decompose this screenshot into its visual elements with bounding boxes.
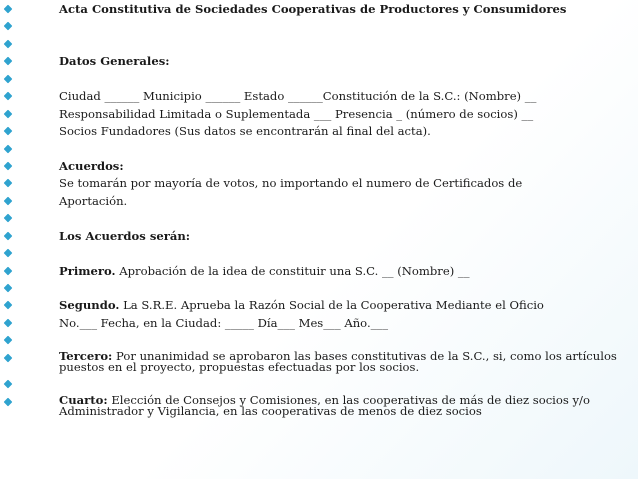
section-heading-los-acuerdos: Los Acuerdos serán: xyxy=(4,229,630,243)
section-heading-acuerdos: Acuerdos: xyxy=(4,159,630,173)
bullet-diamond-icon xyxy=(4,57,13,66)
bullet-diamond-icon xyxy=(4,74,13,83)
bullet-diamond-icon xyxy=(4,336,13,345)
empty-line xyxy=(4,211,630,225)
document-title: Acta Constitutiva de Sociedades Cooperativas de Productores y Consumidores xyxy=(59,2,567,16)
bullet-diamond-icon xyxy=(4,22,13,31)
bullet-diamond-icon xyxy=(4,397,13,406)
bullet-diamond-icon xyxy=(4,179,13,188)
text-line: Se tomarán por mayoría de votos, no importando el numero de Certificados de xyxy=(4,176,630,190)
empty-line xyxy=(4,333,630,347)
empty-line xyxy=(4,142,630,156)
bullet-diamond-icon xyxy=(4,249,13,258)
acuerdo-primero: Primero. Aprobación de la idea de constituir una S.C. __ (Nombre) __ xyxy=(4,264,630,278)
text-line: No.___ Fecha, en la Ciudad: _____ Día___ Mes___ Año.___ xyxy=(4,316,630,330)
acuerdo-segundo: Segundo. La S.R.E. Aprueba la Razón Social de la Cooperativa Mediante el Oficio xyxy=(4,298,630,312)
empty-line xyxy=(4,37,630,51)
empty-line xyxy=(4,19,630,33)
bullet-diamond-icon xyxy=(4,266,13,275)
bullet-diamond-icon xyxy=(4,196,13,205)
text-line: Aportación. xyxy=(4,194,630,208)
bullet-diamond-icon xyxy=(4,380,13,389)
bullet-list xyxy=(4,2,630,421)
bullet-diamond-icon xyxy=(4,127,13,136)
bullet-diamond-icon xyxy=(4,214,13,223)
bullet-diamond-icon xyxy=(4,284,13,293)
title-line xyxy=(4,2,630,16)
text-line: Socios Fundadores (Sus datos se encontrarán al final del acta). xyxy=(4,124,630,138)
acuerdo-tercero: Tercero: Por unanimidad se aprobaron las bases constitutivas de la S.C., si, como los artículos puestos en el proyecto, propuestas efectuadas por los socios. xyxy=(4,351,630,374)
bullet-diamond-icon xyxy=(4,92,13,101)
section-heading-datos: Datos Generales: xyxy=(4,54,630,68)
bullet-diamond-icon xyxy=(4,5,13,14)
acuerdo-cuarto: Cuarto: Elección de Consejos y Comisiones, en las cooperativas de más de diez socios y/o Administrador y Vigilancia, en las cooperativas de menos de diez socios xyxy=(4,395,630,418)
bullet-diamond-icon xyxy=(4,353,13,362)
bullet-diamond-icon xyxy=(4,318,13,327)
text-line: Ciudad ______ Municipio ______ Estado ______Constitución de la S.C.: (Nombre) __ xyxy=(4,89,630,103)
bullet-diamond-icon xyxy=(4,144,13,153)
empty-line xyxy=(4,246,630,260)
bullet-diamond-icon xyxy=(4,162,13,171)
text-line: Responsabilidad Limitada o Suplementada ___ Presencia _ (número de socios) __ xyxy=(4,107,630,121)
bullet-diamond-icon xyxy=(4,301,13,310)
empty-line xyxy=(4,377,630,391)
bullet-diamond-icon xyxy=(4,39,13,48)
bullet-diamond-icon xyxy=(4,231,13,240)
empty-line xyxy=(4,72,630,86)
empty-line xyxy=(4,281,630,295)
bullet-diamond-icon xyxy=(4,109,13,118)
